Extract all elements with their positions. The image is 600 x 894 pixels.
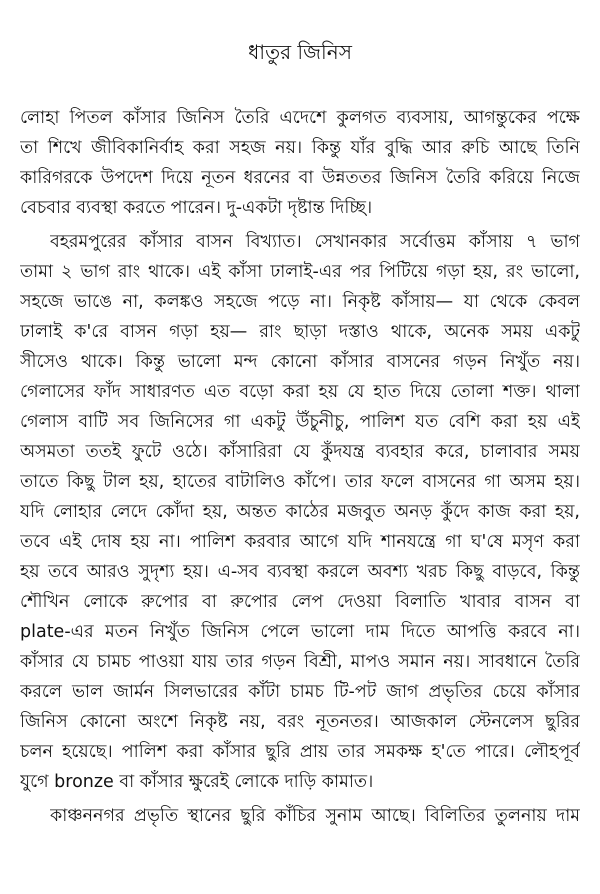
text-line: সহজে ভাঙে না, কলঙ্কও সহজে পড়ে না। নিকৃষ্ট কাঁসায়— যা থেকে কেবল — [20, 292, 580, 312]
text-line: জিনিস কোনো অংশে নিকৃষ্ট নয়, বরং নূতনতর। আজকাল স্টেনলেস ছুরির — [20, 712, 580, 732]
text-line: শৌখিন লোকে রুপোর বা রুপোর লেপ দেওয়া বিলাতি খাবার বাসন বা — [20, 592, 580, 612]
text-line: ঢালাই ক'রে বাসন গড়া হয়— রাং ছাড়া দস্তাও থাকে, অনেক সময় একটু — [20, 322, 580, 342]
text-line: যদি লোহার লেদে কোঁদা হয়, অন্তত কাঠের মজবুত অনড় কুঁদে কাজ করা হয়, — [20, 502, 580, 522]
text-line: কাঞ্চননগর প্রভৃতি স্থানের ছুরি কাঁচির সুনাম আছে। বিলিতির তুলনায় দাম — [50, 806, 580, 826]
text-line: plate-এর মতন নিখুঁত জিনিস পেলে ভালো দাম দিতে আপত্তি করবে না। — [20, 622, 580, 642]
text-line: কারিগরকে উপদেশ দিয়ে নূতন ধরনের বা উন্নততর জিনিস তৈরি করিয়ে নিজে — [20, 168, 580, 188]
text-line: তবে এই দোষ হয় না। পালিশ করবার আগে যদি শানযন্ত্রে গা ঘ'ষে মসৃণ করা — [20, 532, 580, 552]
text-line: চলন হয়েছে। পালিশ করা কাঁসার ছুরি প্রায় তার সমকক্ষ হ'তে পারে। লৌহপূর্ব — [20, 742, 580, 762]
text-line: করলে ভাল জার্মন সিলভারের কাঁটা চামচ টি-পট জাগ প্রভৃতির চেয়ে কাঁসার — [20, 682, 580, 702]
page-title: ধাতুর জিনিস — [248, 40, 352, 64]
text-line: অসমতা ততই ফুটে ওঠে। কাঁসারিরা যে কুঁদযন্ত্র ব্যবহার করে, চালাবার সময় — [20, 442, 580, 462]
text-line: সীসেও থাকে। কিন্তু ভালো মন্দ কোনো কাঁসার বাসনের গড়ন নিখুঁত নয়। — [20, 352, 580, 372]
text-line: হয় তবে আরও সুদৃশ্য হয়। এ-সব ব্যবস্থা করলে অবশ্য খরচ কিছু বাড়বে, কিন্তু — [20, 562, 580, 582]
text-line: গেলাসের ফাঁদ সাধারণত এত বড়ো করা হয় যে হাত দিয়ে তোলা শক্ত। থালা — [20, 382, 580, 402]
text-line: তা শিখে জীবিকানির্বাহ করা সহজ নয়। কিন্তু যাঁর বুদ্ধি আর রুচি আছে তিনি — [20, 138, 580, 158]
text-line: বেচবার ব্যবস্থা করতে পারেন। দু-একটা দৃষ্টান্ত দিচ্ছি। — [20, 198, 373, 218]
text-line: গেলাস বাটি সব জিনিসের গা একটু উঁচুনীচু, পালিশ যত বেশি করা হয় এই — [20, 412, 580, 432]
text-line: তাতে কিছু টাল হয়, হাতের বাটালিও কাঁপে। তার ফলে বাসনের গা অসম হয়। — [20, 472, 580, 492]
text-line: লোহা পিতল কাঁসার জিনিস তৈরি এদেশে কুলগত ব্যবসায়, আগন্তুকের পক্ষে — [20, 108, 580, 128]
text-line: যুগে bronze বা কাঁসার ক্ষুরেই লোকে দাড়ি কামাত। — [20, 772, 374, 792]
text-line: তামা ২ ভাগ রাং থাকে। এই কাঁসা ঢালাই-এর পর পিটিয়ে গড়া হয়, রং ভালো, — [20, 262, 580, 282]
text-line: কাঁসার যে চামচ পাওয়া যায় তার গড়ন বিশ্রী, মাপও সমান নয়। সাবধানে তৈরি — [20, 652, 580, 672]
text-line: বহরমপুরের কাঁসার বাসন বিখ্যাত। সেখানকার সর্বোত্তম কাঁসায় ৭ ভাগ — [50, 232, 580, 252]
